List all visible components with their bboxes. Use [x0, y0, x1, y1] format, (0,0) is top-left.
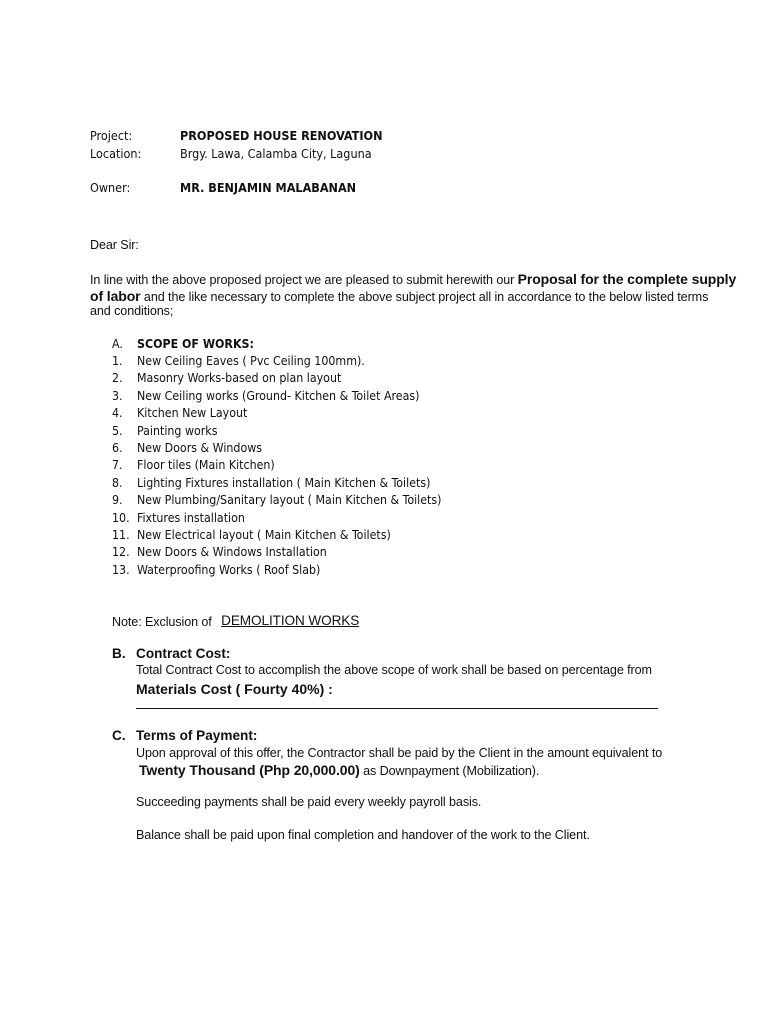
scope-letter: A. [112, 337, 123, 351]
owner-value [180, 180, 356, 195]
payment-letter: C. [112, 728, 126, 743]
intro-text-2: and the like necessary to complete the above subject project all in accordance to the below listed terms [140, 290, 709, 304]
scope-item [112, 563, 320, 577]
scope-item [112, 458, 275, 472]
note [112, 614, 359, 629]
scope-item-number: 9. [112, 493, 123, 508]
scope-item [112, 545, 327, 559]
scope-item-number: 13. [112, 562, 130, 577]
location-label: Location: [90, 146, 142, 161]
intro-bold-2: of labor [90, 288, 141, 304]
scope-item-number: 4. [112, 406, 123, 421]
scope-item-number: 7. [112, 458, 123, 473]
scope-item [112, 528, 391, 542]
contract-heading-text: Contract Cost: [136, 646, 231, 661]
scope-item-number: 10. [112, 510, 130, 525]
scope-item [112, 511, 245, 525]
intro-line-1 [90, 271, 736, 287]
scope-item-text: Floor tiles (Main Kitchen) [137, 458, 275, 473]
intro-bold-1: Proposal for the complete supply [517, 271, 737, 287]
scope-item [112, 389, 419, 403]
scope-item [112, 406, 247, 420]
salutation: Dear Sir: [90, 238, 139, 252]
scope-item-text: New Ceiling Eaves ( Pvc Ceiling 100mm). [137, 354, 365, 368]
scope-item-text: Masonry Works-based on plan layout [137, 371, 342, 386]
scope-item [112, 424, 217, 438]
scope-item-number: 8. [112, 475, 123, 490]
contract-line-2: Materials Cost ( Fourty 40%) : [136, 681, 333, 697]
payment-line-1: Upon approval of this offer, the Contractor shall be paid by the Client in the amount equivalent to [136, 746, 663, 760]
payment-amount: Twenty Thousand (Php 20,000.00) [139, 762, 360, 778]
scope-item [112, 476, 430, 490]
scope-heading [112, 337, 254, 351]
project-value-text: PROPOSED HOUSE RENOVATION [180, 128, 383, 143]
intro-text-1: In line with the above proposed project we are pleased to submit herewith our [90, 273, 518, 287]
scope-item [112, 354, 365, 368]
scope-item-text: Fixtures installation [137, 510, 245, 525]
owner-value-text: MR. BENJAMIN MALABANAN [180, 180, 357, 195]
contract-heading [112, 646, 230, 661]
project-value [180, 128, 382, 143]
payment-line-2 [139, 762, 539, 778]
contract-letter: B. [112, 646, 126, 661]
contract-underline [136, 708, 658, 709]
payment-heading [112, 728, 257, 743]
scope-item-number: 2. [112, 371, 123, 386]
scope-item-number: 12. [112, 545, 130, 560]
scope-item-text: Lighting Fixtures installation ( Main Kitchen & Toilets) [137, 475, 431, 490]
scope-item [112, 493, 441, 507]
scope-item-text: Painting works [137, 423, 218, 438]
scope-item-text: New Ceiling works (Ground- Kitchen & Toilet Areas) [137, 388, 420, 403]
scope-item [112, 371, 341, 385]
project-label: Project: [90, 128, 133, 143]
intro-line-2 [90, 288, 708, 304]
scope-item-text: New Doors & Windows [137, 441, 263, 455]
scope-heading-text: SCOPE OF WORKS: [137, 337, 254, 351]
scope-item-text: New Electrical layout ( Main Kitchen & Toilets) [137, 528, 391, 542]
scope-item-number: 6. [112, 441, 123, 455]
scope-item-text: New Plumbing/Sanitary layout ( Main Kitchen & Toilets) [137, 493, 442, 508]
scope-item-number: 11. [112, 528, 130, 542]
note-label: Note: Exclusion of [112, 615, 216, 629]
location-value: Brgy. Lawa, Calamba City, Laguna [180, 146, 372, 161]
scope-item-text: Kitchen New Layout [137, 406, 248, 421]
scope-item [112, 441, 262, 455]
payment-line-3: Succeeding payments shall be paid every weekly payroll basis. [136, 795, 482, 809]
intro-line-3: and conditions; [90, 304, 174, 318]
contract-line-1: Total Contract Cost to accomplish the above scope of work shall be based on percentage from [136, 663, 652, 677]
scope-item-text: Waterproofing Works ( Roof Slab) [137, 562, 321, 577]
scope-item-number: 1. [112, 354, 123, 368]
payment-amount-suffix: as Downpayment (Mobilization). [359, 764, 540, 778]
scope-item-number: 3. [112, 388, 123, 403]
owner-label: Owner: [90, 180, 131, 195]
note-value: DEMOLITION WORKS [221, 613, 360, 628]
payment-line-4: Balance shall be paid upon final completion and handover of the work to the Client. [136, 828, 590, 842]
payment-heading-text: Terms of Payment: [136, 728, 258, 743]
scope-item-text: New Doors & Windows Installation [137, 545, 327, 560]
scope-item-number: 5. [112, 423, 123, 438]
